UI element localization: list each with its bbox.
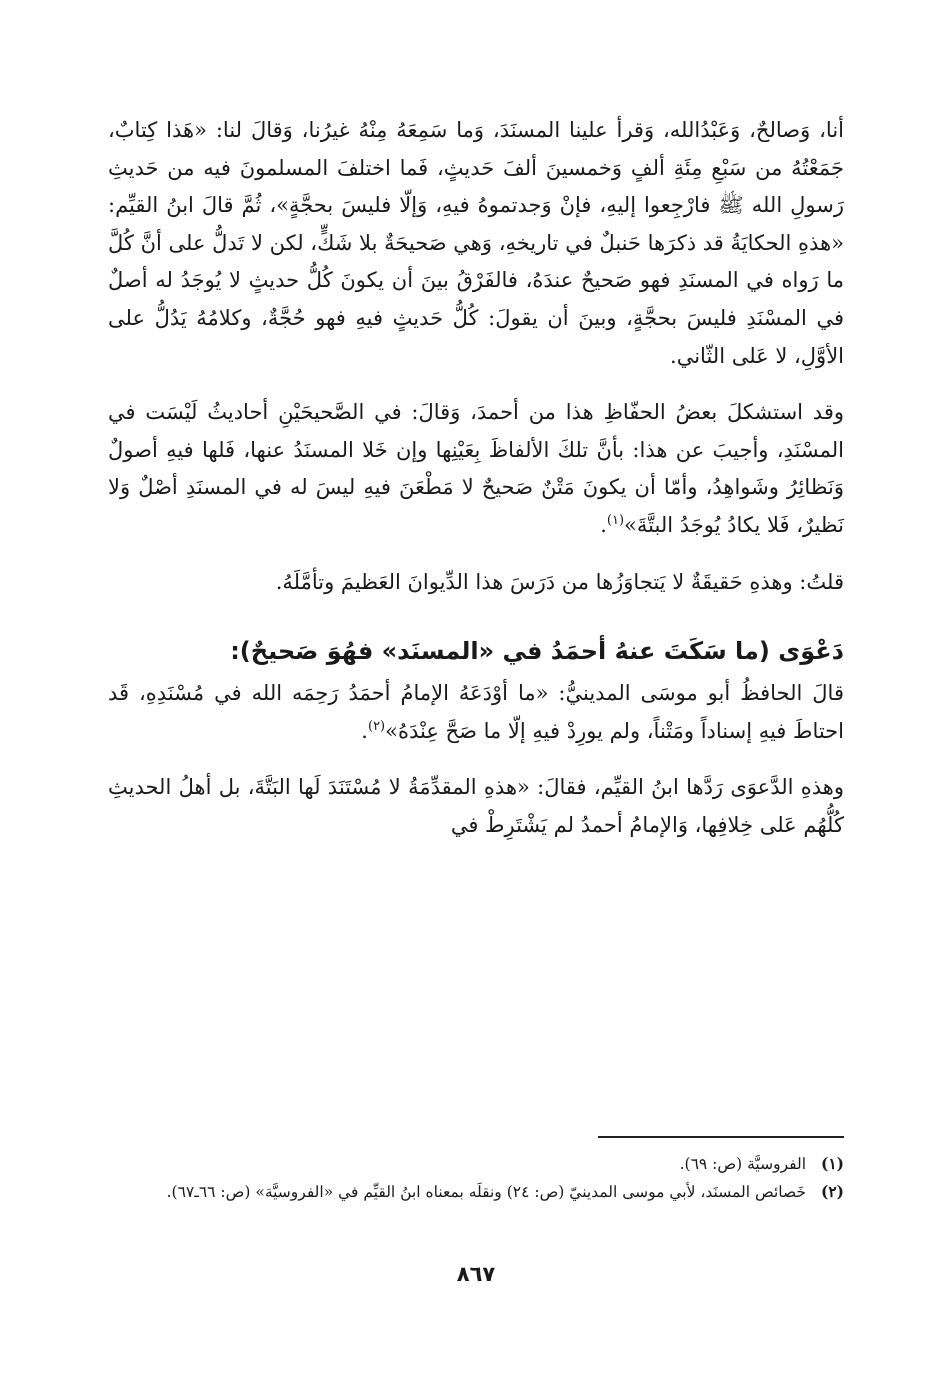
footnote-ref-1[interactable]: (١) [606, 512, 625, 528]
paragraph-5: وهذهِ الدَّعوَى رَدَّها ابنُ القيِّم، فقالَ: «هذهِ المقدِّمَةُ لا مُسْتَنَدَ لَها البَتَّةَ، بل أهلُ الحديثِ كُلُّهُم عَلى خِلافِها، وَالإمامُ أحمدُ لم يَشْتَرِطْ في [108, 775, 844, 837]
footnotes [108, 1150, 844, 1206]
paragraph-2 [108, 394, 844, 544]
footnote-ref-2[interactable]: (٢) [367, 718, 386, 734]
footnote-text: الفروسيَّة (ص: ٦٩). [679, 1155, 806, 1173]
footnote-2 [108, 1178, 844, 1206]
footnote-number: (١) [820, 1154, 844, 1173]
paragraph-2-text: وقد استشكلَ بعضُ الحفّاظِ هذا من أحمدَ، وَقالَ: في الصَّحيحَيْنِ أحاديثُ لَيْسَت في المسْنَدِ، وأجيبَ عن هذا: بأنَّ تلكَ الألفاظَ بِعَيْنِها وإن خَلا المسنَدُ عنها، فَلها فيهِ أصولٌ وَنَظائِرُ وشَواهِدُ، وأمّا أن يكونَ مَتْنٌ صَحيحٌ لا مَطْعَنَ فيهِ ليسَ له في المسنَدِ أصْلٌ وَلا نَظيرٌ، فَلا يكادُ يُوجَدُ البتَّةَ» [108, 400, 844, 537]
footnote-number: (٢) [820, 1182, 844, 1201]
period: . [600, 512, 607, 537]
footnote-1 [108, 1150, 844, 1178]
page-number: ٨٦٧ [456, 1262, 496, 1286]
paragraph-1: أنا، وَصالحٌ، وَعَبْدُالله، وَقرأ علينا المسنَدَ، وَما سَمِعَهُ مِنْهُ غيرُنا، وَقالَ لنا: «هَذا كِتابٌ، جَمَعْتُهُ من سَبْعِ مِئَةِ ألفٍ وَخمسينَ ألفَ حَديثٍ، فَما اختلفَ المسلمونَ فيه من حَديثِ رَسولِ الله ﷺ فارْجِعوا إليهِ، فإنْ وَجدتموهُ فيهِ، وَإلّا فليسَ بحجَّةٍ»، ثُمَّ قالَ ابنُ القيِّم: «هذهِ الحكايَةُ قد ذكرَها حَنبلٌ في تاريخهِ، وَهي صَحيحَةٌ بلا شَكٍّ، لكن لا تَدلُّ على أنَّ كُلَّ ما رَواه في المسنَدِ فهو صَحيحٌ عندَهُ، فالفَرْقُ بينَ أن يكونَ كُلُّ حديثٍ لا يُوجَدُ له أصلٌ في المسْنَدِ فليسَ بحجَّةٍ، وبينَ أن يقولَ: كُلُّ حَديثٍ فيهِ فهو حُجَّةٌ، وكلامُهُ يَدُلُّ على الأوَّلِ، لا عَلى الثّاني. [108, 118, 844, 368]
footnote-text: خَصائص المسنَد، لأبي موسى المدينيّ (ص: ٢٤) ونقلَه بمعناه ابنُ القيِّم في «الفروسيَّة» (ص: ٦٦ـ٦٧). [166, 1183, 806, 1201]
paragraph-4-text: قالَ الحافظُ أبو موسَى المدينيُّ: «ما أوْدَعَهُ الإمامُ أحمَدُ رَحِمَه الله في مُسْنَدِهِ، قَد احتاطَ فيهِ إسناداً ومَتْناً، ولم يورِدْ فيهِ إلّا ما صَحَّ عِنْدَهُ» [108, 681, 844, 743]
footnote-divider [598, 1136, 844, 1138]
section-heading: دَعْوَى (ما سَكَتَ عنهُ أحمَدُ في «المسنَد» فهُوَ صَحيحٌ): [230, 637, 844, 666]
paragraph-3: قلتُ: وهذهِ حَقيقَةٌ لا يَتجاوَزُها من دَرَسَ هذا الدِّيوانَ العَظيمَ وتأمَّلَهُ. [275, 569, 844, 594]
paragraph-4 [108, 675, 844, 750]
period: . [361, 718, 368, 743]
page-body [108, 112, 844, 845]
